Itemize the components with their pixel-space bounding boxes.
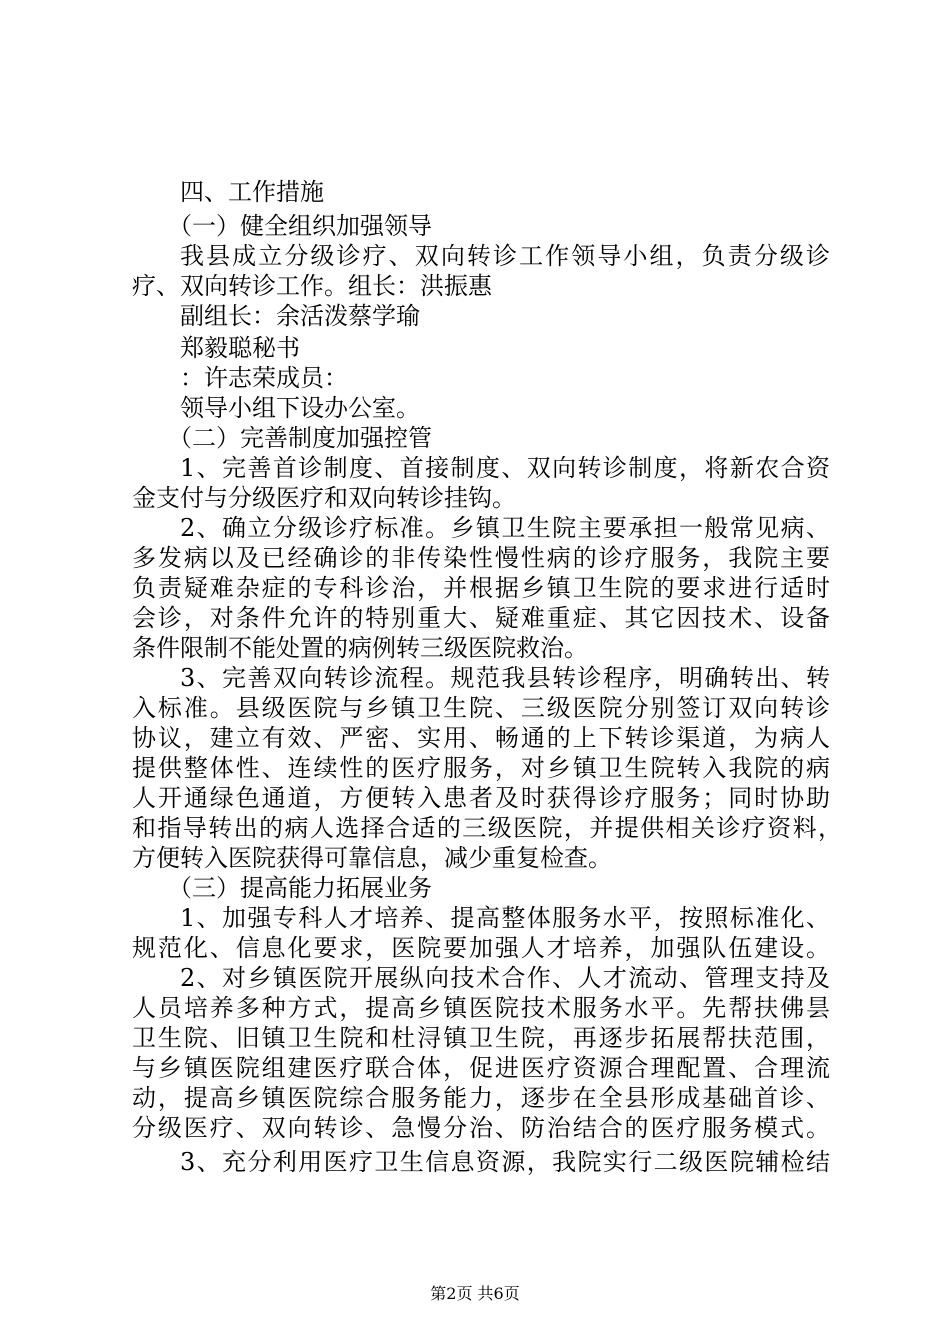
- paragraph-line: 负责疑难杂症的专科诊治，并根据乡镇卫生院的要求进行适时: [132, 574, 830, 602]
- paragraph-line: 协议，建立有效、严密、实用、畅通的上下转诊渠道，为病人: [132, 724, 830, 752]
- paragraph-line: ：许志荣成员：: [180, 364, 348, 392]
- paragraph-line: 3、充分利用医疗卫生信息资源，我院实行二级医院辅检结: [180, 1148, 830, 1176]
- paragraph-line: 我县成立分级诊疗、双向转诊工作领导小组，负责分级诊: [180, 242, 830, 270]
- paragraph-line: 条件限制不能处置的病例转三级医院救治。: [132, 634, 588, 662]
- paragraph-line: 人员培养多种方式，提高乡镇医院技术服务水平。先帮扶佛昙: [132, 994, 830, 1022]
- paragraph-line: 多发病以及已经确诊的非传染性慢性病的诊疗服务，我院主要: [132, 544, 830, 572]
- subheading-organization: （一）健全组织加强领导: [168, 212, 432, 240]
- paragraph-line: 入标准。县级医院与乡镇卫生院、三级医院分别签订双向转诊: [132, 694, 830, 722]
- subheading-capacity: （三）提高能力拓展业务: [168, 874, 432, 902]
- paragraph-line: 动，提高乡镇医院综合服务能力，逐步在全县形成基础首诊、: [132, 1084, 830, 1112]
- paragraph-line: 1、加强专科人才培养、提高整体服务水平，按照标准化、: [180, 904, 830, 932]
- paragraph-line: 领导小组下设办公室。: [180, 394, 420, 422]
- paragraph-line: 人开通绿色通道，方便转入患者及时获得诊疗服务；同时协助: [132, 784, 830, 812]
- paragraph-line: 副组长：余活泼蔡学瑜: [180, 302, 420, 330]
- paragraph-line: 方便转入医院获得可靠信息，减少重复检查。: [132, 844, 612, 872]
- paragraph-line: 提供整体性、连续性的医疗服务，对乡镇卫生院转入我院的病: [132, 754, 830, 782]
- paragraph-line: 规范化、信息化要求，医院要加强人才培养，加强队伍建设。: [132, 934, 830, 962]
- paragraph-line: 2、对乡镇医院开展纵向技术合作、人才流动、管理支持及: [180, 964, 830, 992]
- paragraph-line: 1、完善首诊制度、首接制度、双向转诊制度，将新农合资: [180, 454, 830, 482]
- paragraph-line: 卫生院、旧镇卫生院和杜浔镇卫生院，再逐步拓展帮扶范围，: [132, 1024, 830, 1052]
- paragraph-line: 金支付与分级医疗和双向转诊挂钩。: [132, 484, 516, 512]
- paragraph-line: 和指导转出的病人选择合适的三级医院，并提供相关诊疗资料，: [132, 814, 842, 842]
- subheading-system: （二）完善制度加强控管: [168, 424, 432, 452]
- paragraph-line: 分级医疗、双向转诊、急慢分治、防治结合的医疗服务模式。: [132, 1114, 830, 1142]
- paragraph-line: 与乡镇医院组建医疗联合体，促进医疗资源合理配置、合理流: [132, 1054, 830, 1082]
- paragraph-line: 疗、双向转诊工作。组长：洪振惠: [132, 272, 492, 300]
- paragraph-line: 2、确立分级诊疗标准。乡镇卫生院主要承担一般常见病、: [180, 514, 830, 542]
- page-number-footer: 第2页 共6页: [430, 1284, 520, 1303]
- paragraph-line: 3、完善双向转诊流程。规范我县转诊程序，明确转出、转: [180, 664, 830, 692]
- paragraph-line: 会诊，对条件允许的特别重大、疑难重症、其它因技术、设备: [132, 604, 830, 632]
- heading-work-measures: 四、工作措施: [180, 178, 324, 206]
- paragraph-line: 郑毅聪秘书: [180, 334, 300, 362]
